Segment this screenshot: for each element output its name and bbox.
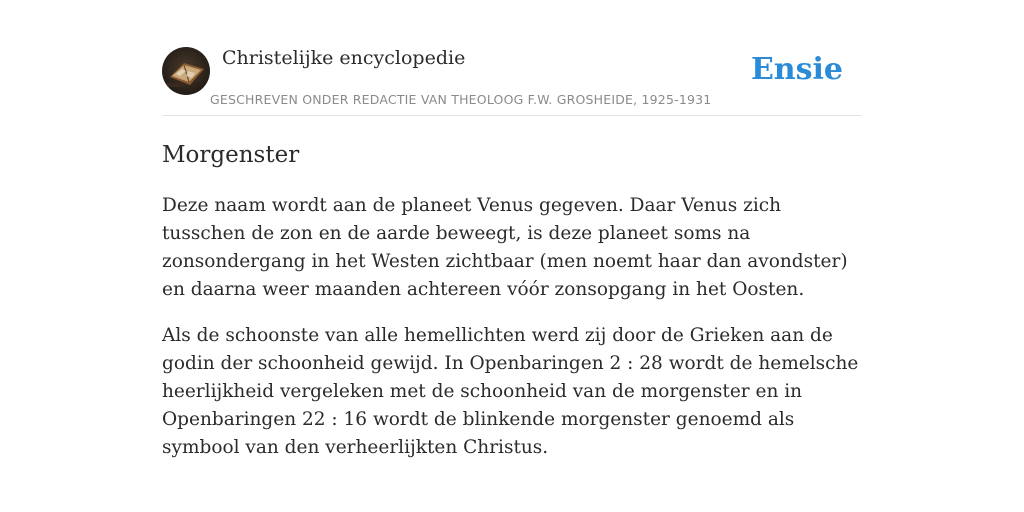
source-header bbox=[162, 46, 862, 116]
article-paragraph: Deze naam wordt aan de planeet Venus gegeven. Daar Venus zich tusschen de zon en de aarde beweegt, is deze planeet soms na zonsondergang in het Westen zichtbaar (men noemt haar dan avondster) en daarna weer maanden achtereen vóór zonsopgang in het Oosten. bbox=[162, 195, 848, 300]
article-paragraph: Als de schoonste van alle hemellichten werd zij door de Grieken aan de godin der schoonheid gewijd. In Openbaringen 2 : 28 wordt de hemelsche heerlijkheid vergeleken met de schoonheid van de morgenster en in Openbaringen 22 : 16 wordt de blinkende morgenster genoemd als symbool van den verheerlijkten Christus. bbox=[162, 325, 859, 458]
source-title[interactable]: Christelijke encyclopedie bbox=[222, 47, 466, 69]
brand-logo-link[interactable]: Ensie bbox=[750, 52, 843, 87]
source-subtitle: GESCHREVEN ONDER REDACTIE VAN THEOLOOG F.W. GROSHEIDE, 1925-1931 bbox=[210, 92, 712, 107]
book-photo-icon bbox=[162, 47, 210, 95]
article-title: Morgenster bbox=[162, 142, 300, 168]
source-avatar[interactable] bbox=[162, 47, 210, 95]
article-body bbox=[162, 192, 870, 480]
